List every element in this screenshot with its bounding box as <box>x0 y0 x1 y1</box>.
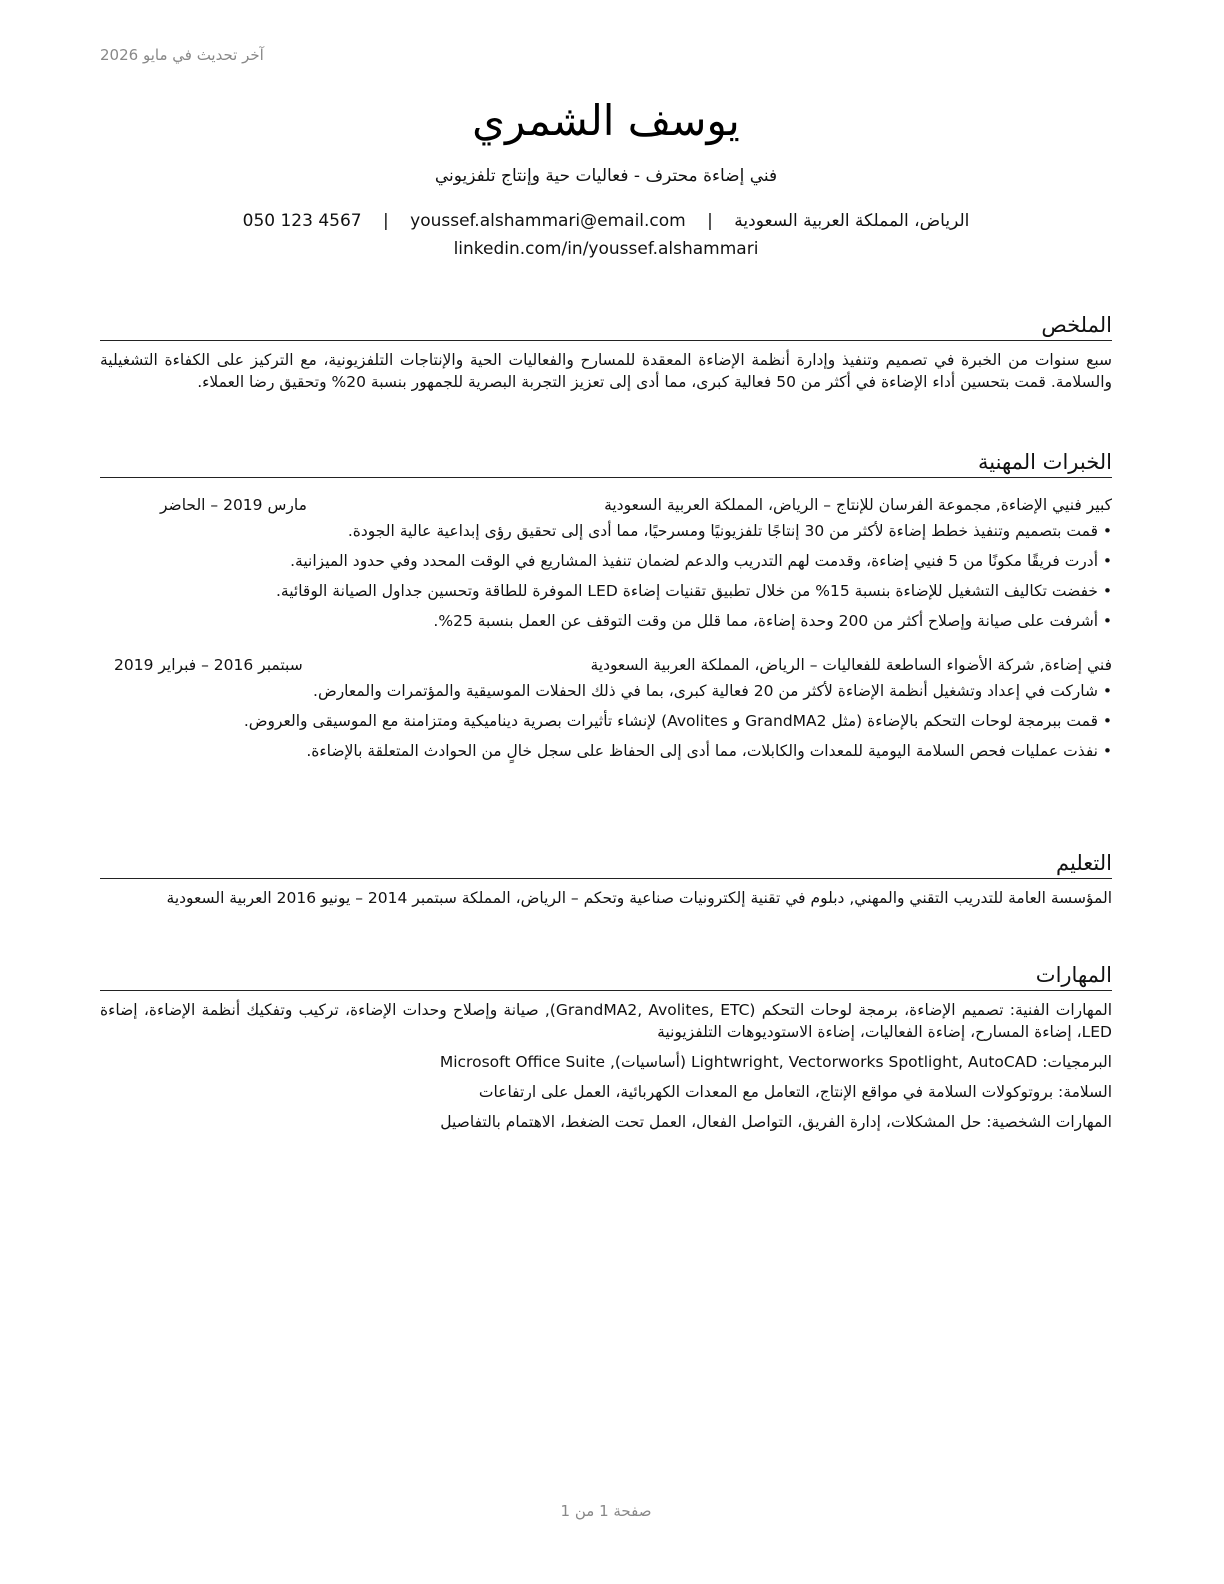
job-bullet: • خفضت تكاليف التشغيل للإضاءة بنسبة 15% من خلال تطبيق تقنيات إضاءة LED الموفرة للطاقة وتحسين جداول الصيانة الوقائية. <box>100 580 1112 602</box>
skills-safety: السلامة: بروتوكولات السلامة في مواقع الإنتاج، التعامل مع المعدات الكهربائية، العمل على ارتفاعات <box>478 1083 1112 1101</box>
job-subtitle: فني إضاءة محترف - فعاليات حية وإنتاج تلفزيوني <box>434 166 778 186</box>
candidate-name: يوسف الشمري <box>472 96 740 145</box>
job-entry <box>100 494 1112 632</box>
skills-section <box>100 960 1112 1133</box>
skills-heading: المهارات <box>100 960 1112 991</box>
experience-section <box>100 447 1112 770</box>
education-heading: التعليم <box>100 848 1112 879</box>
job-bullet: • قمت ببرمجة لوحات التحكم بالإضاءة (مثل GrandMA2 و Avolites) لإنشاء تأثيرات بصرية ديناميكية ومتزامنة مع الموسيقى والعروض. <box>100 710 1112 732</box>
page-number: صفحة 1 من 1 <box>560 1502 652 1520</box>
education-section <box>100 848 1112 909</box>
location-text: الرياض، المملكة العربية السعودية <box>734 211 970 231</box>
email-link[interactable]: youssef.alshammari@email.com <box>410 211 686 231</box>
resume-page <box>100 0 1112 1584</box>
contact-separator: | <box>707 211 713 231</box>
skills-software: البرمجيات: Lightwright, Vectorworks Spotlight, AutoCAD (أساسيات), Microsoft Office Suite <box>439 1053 1112 1071</box>
skills-technical: المهارات الفنية: تصميم الإضاءة، برمجة لوحات التحكم (GrandMA2, Avolites, ETC), صيانة وإصلاح وحدات الإضاءة، تركيب وتفكيك أنظمة الإضاءة، إضاءة LED، إضاءة المسارح، إضاءة الفعاليات، إضاءة الاستوديوهات التلفزيونية <box>100 1001 1113 1041</box>
summary-section <box>100 310 1112 393</box>
skills-personal: المهارات الشخصية: حل المشكلات، إدارة الفريق، التواصل الفعال، العمل تحت الضغط، الاهتمام بالتفاصيل <box>440 1113 1112 1131</box>
contact-separator: | <box>383 211 389 231</box>
contact-line <box>100 208 1112 234</box>
resume-header <box>100 92 1112 264</box>
education-entry: المؤسسة العامة للتدريب التقني والمهني, دبلوم في تقنية إلكترونيات صناعية وتحكم – الرياض، المملكة سبتمبر 2014 – يونيو 2016 العربية السعودية <box>166 889 1112 907</box>
summary-text: سبع سنوات من الخبرة في تصميم وتنفيذ وإدارة أنظمة الإضاءة المعقدة للمسارح والفعاليات الحية والإنتاجات التلفزيونية، مع التركيز على الكفاءة التشغيلية والسلامة. قمت بتحسين أداء الإضاءة في أكثر من 50 فعالية كبرى، مما أدى إلى تعزيز التجربة البصرية للجمهور بنسبة 20% وتحقيق رضا العملاء. <box>100 351 1112 391</box>
job-bullet: • أدرت فريقًا مكونًا من 5 فنيي إضاءة، وقدمت لهم التدريب والدعم لضمان تنفيذ المشاريع في الوقت المحدد وفي حدود الميزانية. <box>100 550 1112 572</box>
last-updated-note: آخر تحديث في مايو 2026 <box>100 46 264 64</box>
job-title: كبير فنيي الإضاءة, مجموعة الفرسان للإنتاج – الرياض، المملكة العربية السعودية <box>604 496 1112 514</box>
summary-heading: الملخص <box>100 310 1112 341</box>
job-bullet: • نفذت عمليات فحص السلامة اليومية للمعدات والكابلات، مما أدى إلى الحفاظ على سجل خالٍ من الحوادث المتعلقة بالإضاءة. <box>100 740 1112 762</box>
job-bullet: • شاركت في إعداد وتشغيل أنظمة الإضاءة لأكثر من 20 فعالية كبرى، بما في ذلك الحفلات الموسيقية والمؤتمرات والمعارض. <box>100 680 1112 702</box>
job-title: فني إضاءة, شركة الأضواء الساطعة للفعاليات – الرياض، المملكة العربية السعودية <box>590 656 1112 674</box>
linkedin-link[interactable]: linkedin.com/in/youssef.alshammari <box>453 239 759 259</box>
job-bullet: • أشرفت على صيانة وإصلاح أكثر من 200 وحدة إضاءة، مما قلل من وقت التوقف عن العمل بنسبة 25%. <box>100 610 1112 632</box>
phone-number: 050 123 4567 <box>242 211 362 231</box>
job-bullet: • قمت بتصميم وتنفيذ خطط إضاءة لأكثر من 30 إنتاجًا تلفزيونيًا ومسرحيًا، مما أدى إلى تحقيق رؤى إبداعية عالية الجودة. <box>100 520 1112 542</box>
job-dates: مارس 2019 – الحاضر <box>160 496 307 514</box>
experience-heading: الخبرات المهنية <box>100 447 1112 478</box>
job-entry <box>100 654 1112 762</box>
job-dates: سبتمبر 2016 – فبراير 2019 <box>114 656 303 674</box>
